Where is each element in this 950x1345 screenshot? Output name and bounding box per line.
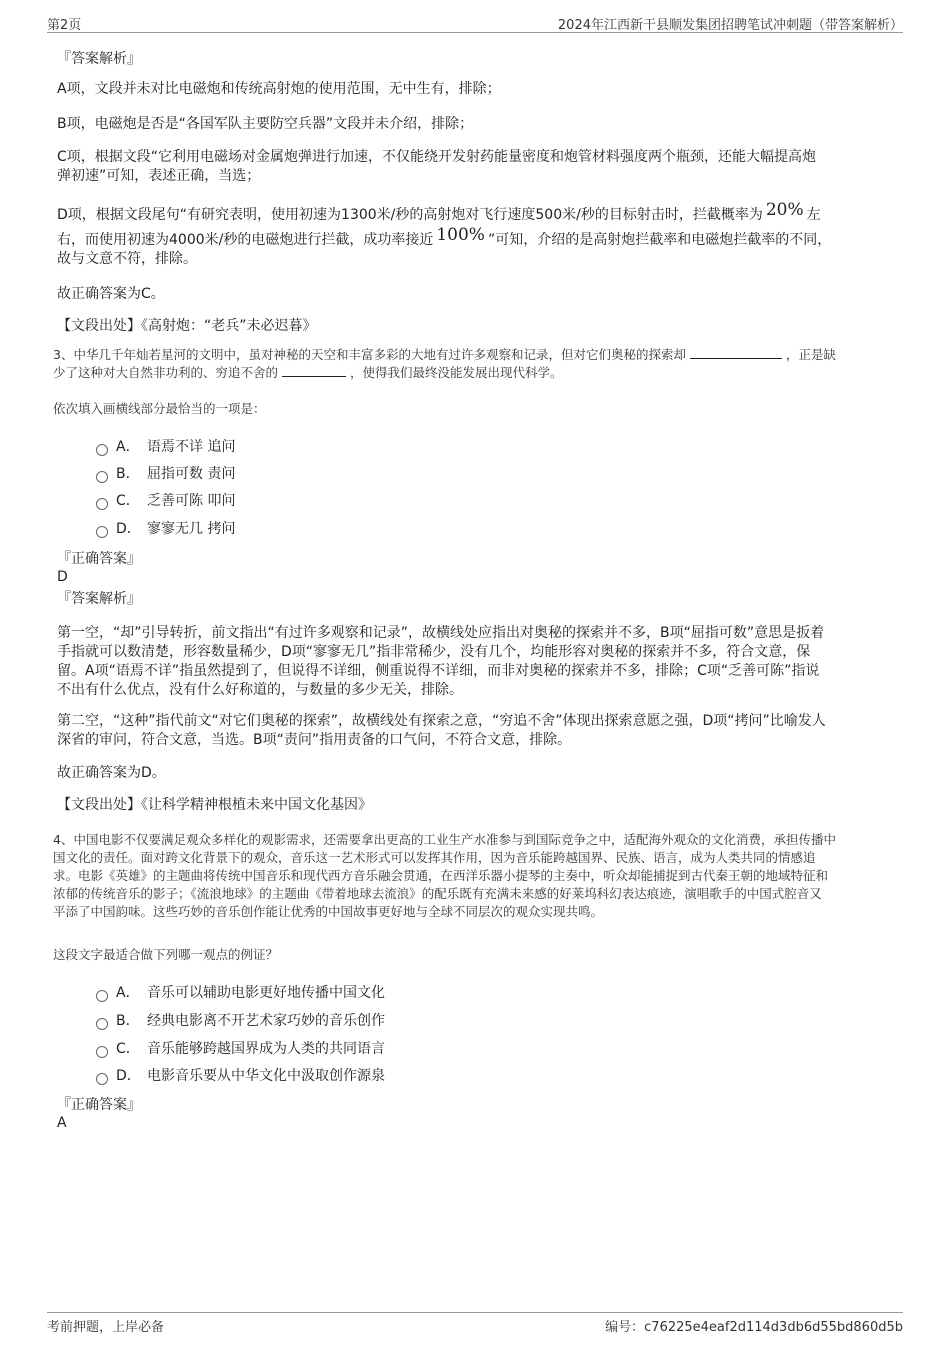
text-span: ”可知，介绍的是高射炮拦截率和电磁炮拦截率的不同， — [487, 232, 832, 248]
text-line: 4、中国电影不仅要满足观众多样化的观影需求，还需要拿出更高的工业生产水准参与到国际竞争之中，适配海外观众的文化消费，承担传播中 — [53, 832, 836, 847]
option-text: 寥寥无几 拷问 — [147, 521, 236, 537]
radio-button[interactable] — [96, 498, 108, 510]
option-text: 语焉不详 追问 — [147, 439, 236, 455]
option-letter: B． — [116, 466, 140, 482]
question-3-stem — [53, 346, 883, 382]
q4-answer-label: 『正确答案』 — [57, 1097, 141, 1113]
q3-analysis-blank-2 — [57, 712, 887, 750]
text-line: C项，根据文段“它利用电磁场对金属炮弹进行加速，不仅能绕开发射药能量密度和炮管材料强度两个瓶颈，还能大幅提高炮 — [57, 149, 817, 165]
option-letter: C． — [116, 493, 140, 509]
text-line: 留。A项“语焉不详”指虽然提到了，但说得不详细，侧重说得不详细，而非对奥秘的探索并不多，排除；C项“乏善可陈”指说 — [57, 663, 820, 679]
option-letter: D． — [116, 521, 141, 537]
text-span: D项，根据文段尾句“有研究表明，使用初速为1300米/秒的高射炮对飞行速度500米/秒的目标射击时，拦截概率为 — [57, 207, 763, 223]
text-span: 左 — [806, 207, 821, 223]
q3-answer-label: 『正确答案』 — [57, 551, 141, 567]
q4-option-c[interactable] — [96, 1038, 385, 1058]
text-line: 平添了中国韵味。这些巧妙的音乐创作能让优秀的中国故事更好地与全球不同层次的观众实现共鸣。 — [53, 904, 604, 919]
option-text: 经典电影离不开艺术家巧妙的音乐创作 — [147, 1013, 385, 1029]
question-4-stem — [53, 831, 883, 921]
q3-option-a[interactable] — [96, 436, 235, 456]
text-line: 求。电影《英雄》的主题曲将传统中国音乐和现代西方音乐融会贯通，在西洋乐器小提琴的主奏中，听众却能捕捉到古代秦王朝的地域特征和 — [53, 868, 829, 883]
text-span: 少了这种对大自然非功利的、穷追不舍的 — [53, 365, 279, 380]
text-span: 右，而使用初速为4000米/秒的电磁炮进行拦截，成功率接近 — [57, 232, 434, 248]
question-3-prompt: 依次填入画横线部分最恰当的一项是： — [53, 401, 266, 416]
radio-button[interactable] — [96, 526, 108, 538]
q4-option-b[interactable] — [96, 1010, 385, 1030]
document-id: 编号：c76225e4eaf2d114d3db6d55bd860d5b — [605, 1320, 903, 1335]
text-line — [53, 364, 883, 382]
option-text: 音乐可以辅助电影更好地传播中国文化 — [147, 985, 385, 1001]
radio-button[interactable] — [96, 1018, 108, 1030]
blank-line — [282, 364, 346, 377]
q3-answer: D — [57, 569, 68, 585]
option-letter: B． — [116, 1013, 140, 1029]
probability-20-percent: 20% — [765, 200, 804, 220]
text-line: 浓郁的传统音乐的影子；《流浪地球》的主题曲《带着地球去流浪》的配乐既有充满未来感的好莱坞科幻表达痕迹，演唱歌手的中国式腔音又 — [53, 886, 822, 901]
text-line: 不出有什么优点，没有什么好称道的，与数量的多少无关，排除。 — [57, 682, 463, 698]
text-span: ，正是缺 — [785, 347, 836, 362]
q3-option-c[interactable] — [96, 490, 235, 510]
text-line: 故与文意不符，排除。 — [57, 251, 197, 267]
option-text: 音乐能够跨越国界成为人类的共同语言 — [147, 1041, 385, 1057]
q3-analysis-label: 『答案解析』 — [57, 591, 141, 607]
analysis-option-c — [57, 148, 887, 186]
q4-answer: A — [57, 1115, 67, 1131]
option-text: 乏善可陈 叩问 — [147, 493, 236, 509]
page-number: 第2页 — [47, 18, 82, 33]
question-4-prompt: 这段文字最适合做下列哪一观点的例证？ — [53, 947, 279, 962]
analysis-label: 『答案解析』 — [57, 51, 141, 67]
text-line: 手指就可以数清楚，形容数量稀少，D项“寥寥无几”指非常稀少，没有几个，均能形容对奥秘的探索并不多，符合文意，保 — [57, 644, 811, 660]
analysis-option-b: B项，电磁炮是否是“各国军队主要防空兵器”文段并未介绍，排除； — [57, 116, 474, 132]
radio-button[interactable] — [96, 444, 108, 456]
text-line: 弹初速”可知，表述正确，当选； — [57, 168, 261, 184]
text-line — [57, 202, 887, 227]
q3-option-d[interactable] — [96, 518, 235, 538]
footer-slogan: 考前押题，上岸必备 — [47, 1320, 165, 1335]
analysis-option-d — [57, 202, 887, 271]
q3-source: 【文段出处】《让科学精神根植未来中国文化基因》 — [57, 797, 372, 813]
q2-source: 【文段出处】《高射炮：“老兵”未必迟暮》 — [57, 318, 317, 334]
page-footer — [47, 1312, 903, 1333]
document-title: 2024年江西新干县顺发集团招聘笔试冲刺题（带答案解析） — [557, 18, 903, 33]
radio-button[interactable] — [96, 990, 108, 1002]
q3-option-b[interactable] — [96, 463, 235, 483]
text-span: ，使得我们最终没能发展出现代科学。 — [350, 365, 563, 380]
q3-conclusion: 故正确答案为D。 — [57, 765, 166, 781]
text-span: 3、中华几千年灿若星河的文明中，虽对神秘的天空和丰富多彩的大地有过许多观察和记录，但对它们奥秘的探索却 — [53, 347, 686, 362]
text-line: 深省的审问，符合文意，当选。B项“责问”指用责备的口气问，不符合文意，排除。 — [57, 732, 572, 748]
q4-option-d[interactable] — [96, 1065, 385, 1085]
option-letter: D． — [116, 1068, 141, 1084]
radio-button[interactable] — [96, 1073, 108, 1085]
option-letter: C． — [116, 1041, 140, 1057]
page-header — [47, 14, 903, 33]
text-line: 国文化的责任。面对跨文化背景下的观众，音乐这一艺术形式可以发挥其作用，因为音乐能跨越国界、民族、语言，成为人类共同的情感追 — [53, 850, 816, 865]
q4-option-a[interactable] — [96, 982, 385, 1002]
option-letter: A． — [116, 439, 140, 455]
text-line: 第二空，“这种”指代前文“对它们奥秘的探索”，故横线处有探索之意，“穷追不舍”体现出探索意愿之强，D项“拷问”比喻发人 — [57, 713, 826, 729]
radio-button[interactable] — [96, 471, 108, 483]
probability-100-percent: 100% — [436, 225, 485, 245]
text-line — [53, 346, 883, 364]
text-line: 第一空，“却”引导转折，前文指出“有过许多观察和记录”，故横线处应指出对奥秘的探索并不多，B项“屈指可数”意思是扳着 — [57, 625, 825, 641]
q3-analysis-blank-1 — [57, 624, 887, 700]
option-letter: A． — [116, 985, 140, 1001]
option-text: 电影音乐要从中华文化中汲取创作源泉 — [147, 1068, 385, 1084]
option-text: 屈指可数 责问 — [147, 466, 236, 482]
radio-button[interactable] — [96, 1046, 108, 1058]
analysis-option-a: A项，文段并未对比电磁炮和传统高射炮的使用范围，无中生有，排除； — [57, 81, 501, 97]
blank-line — [690, 346, 782, 359]
q2-conclusion: 故正确答案为C。 — [57, 286, 165, 302]
